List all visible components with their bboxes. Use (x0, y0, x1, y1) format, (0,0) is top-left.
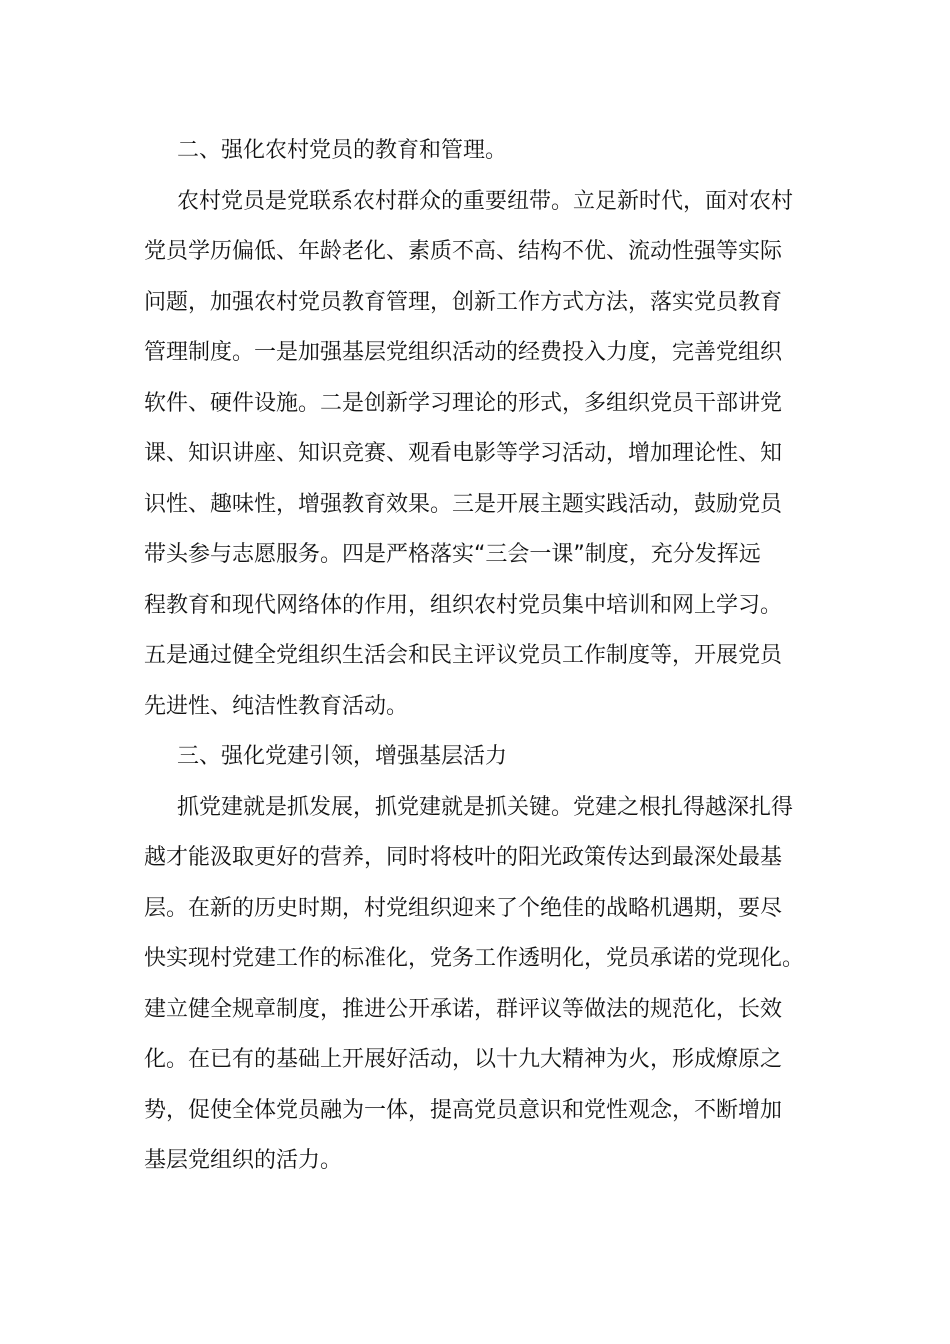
section-2-paragraph (144, 177, 806, 733)
paragraph-line: 程教育和现代网络体的作用，组织农村党员集中培训和网上学习。 (144, 592, 783, 618)
paragraph-line: 基层党组织的活力。 (144, 1148, 343, 1173)
paragraph-line: 识性、趣味性，增强教育效果。三是开展主题实践活动，鼓励党员 (144, 491, 783, 517)
paragraph-line: 越才能汲取更好的营养，同时将枝叶的阳光政策传达到最深处最基 (144, 845, 783, 870)
paragraph-line: 层。在新的历史时期，村党组织迎来了个绝佳的战略机遇期，要尽 (144, 895, 783, 921)
section-heading-2: 二、强化农村党员的教育和管理。 (177, 138, 508, 163)
paragraph-line: 化。在已有的基础上开展好活动，以十九大精神为火，形成燎原之 (144, 1047, 783, 1072)
paragraph-line: 课、知识讲座、知识竞赛、观看电影等学习活动，增加理论性、知 (144, 441, 783, 466)
paragraph-line: 先进性、纯洁性教育活动。 (144, 693, 409, 719)
paragraph-line: 快实现村党建工作的标准化，党务工作透明化，党员承诺的党现化。 (144, 946, 805, 971)
paragraph-line: 势，促使全体党员融为一体，提高党员意识和党性观念，不断增加 (144, 1097, 783, 1123)
paragraph-line: 党员学历偏低、年龄老化、素质不高、结构不优、流动性强等实际 (144, 239, 783, 264)
paragraph-line: 管理制度。一是加强基层党组织活动的经费投入力度，完善党组织 (144, 340, 783, 365)
paragraph-line: 农村党员是党联系农村群众的重要纽带。立足新时代，面对农村 (177, 188, 794, 214)
paragraph-line: 五是通过健全党组织生活会和民主评议党员工作制度等，开展党员 (144, 643, 783, 668)
paragraph-line: 建立健全规章制度，推进公开承诺，群评议等做法的规范化，长效 (144, 996, 783, 1022)
paragraph-line: 带头参与志愿服务。四是严格落实“三会一课”制度，充分发挥远 (144, 542, 761, 567)
section-heading-3: 三、强化党建引领，增强基层活力 (177, 744, 508, 769)
section-3-paragraph (144, 783, 806, 1187)
paragraph-line: 问题，加强农村党员教育管理，创新工作方式方法，落实党员教育 (144, 289, 783, 315)
document-body (144, 126, 806, 1187)
paragraph-line: 软件、硬件设施。二是创新学习理论的形式，多组织党员干部讲党 (144, 390, 783, 416)
paragraph-line: 抓党建就是抓发展，抓党建就是抓关键。党建之根扎得越深扎得 (177, 794, 794, 820)
